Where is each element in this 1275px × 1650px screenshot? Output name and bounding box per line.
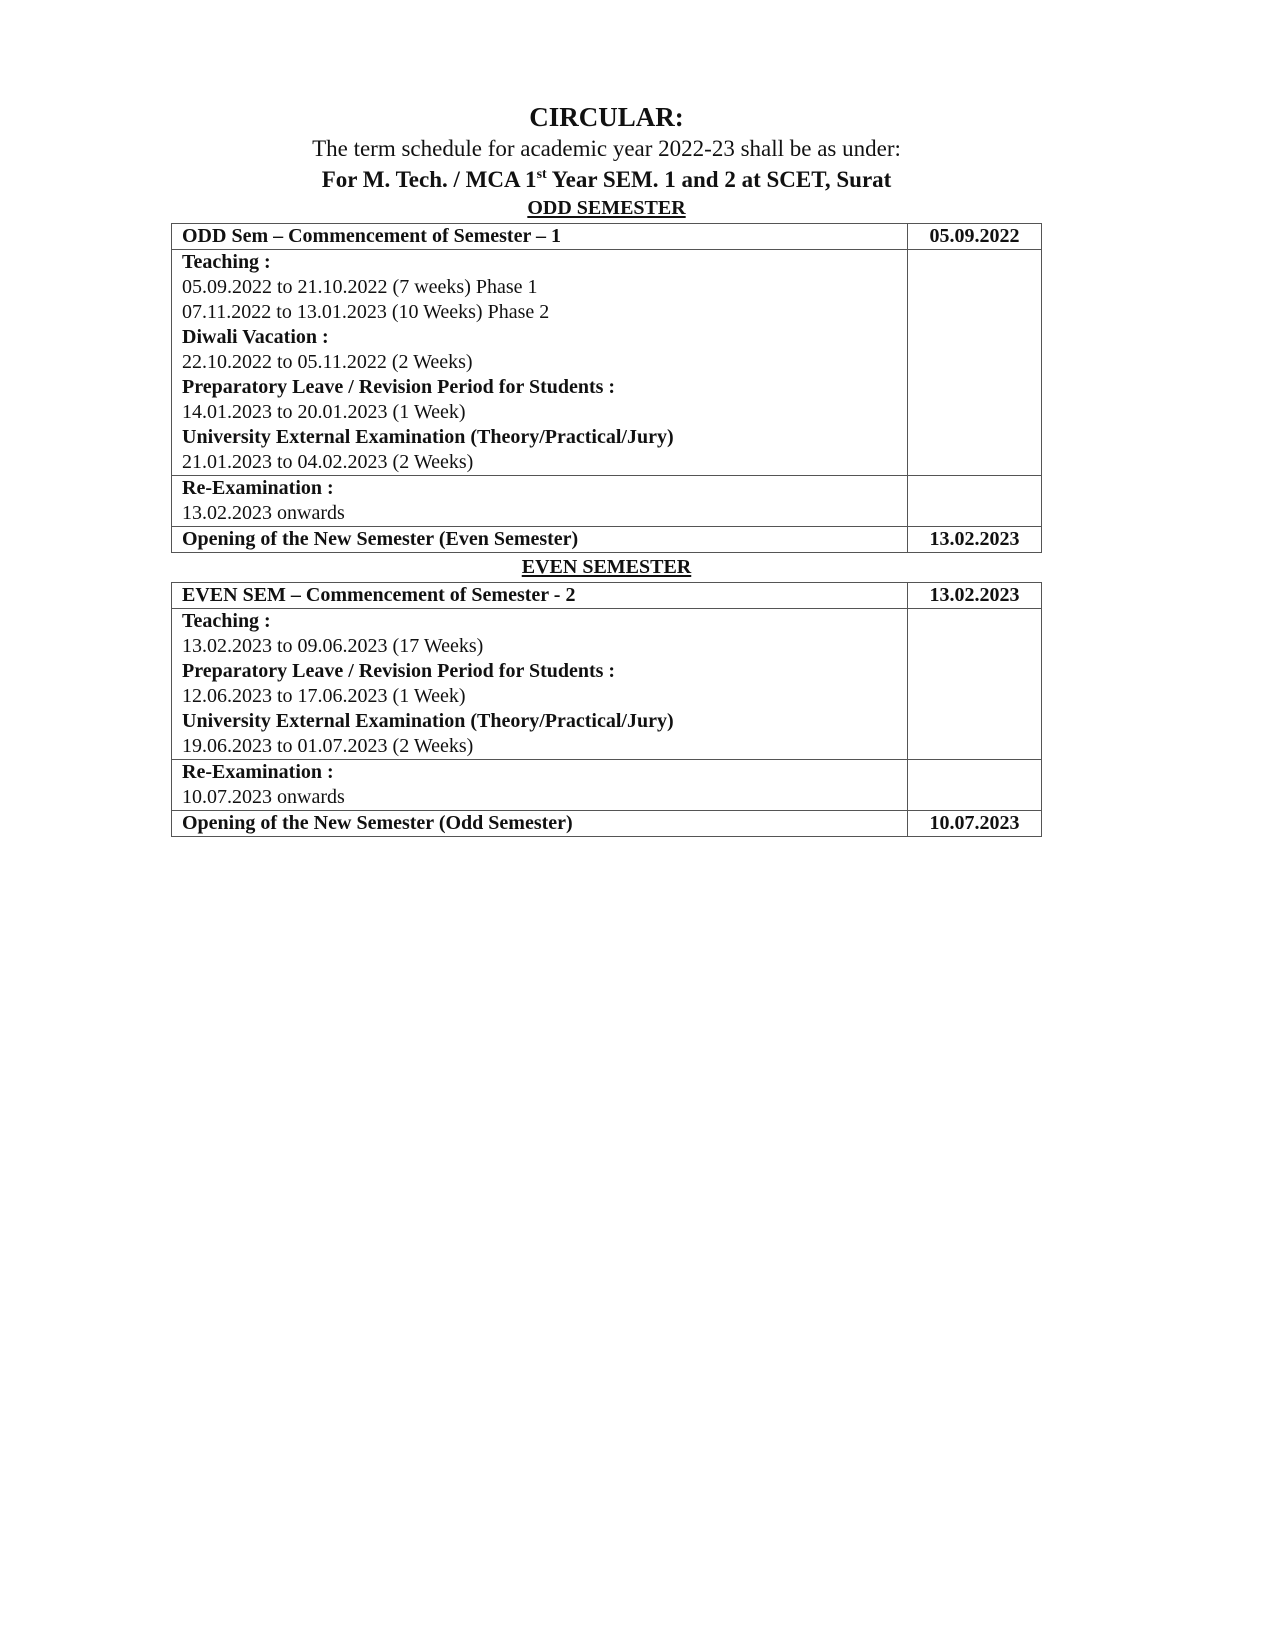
even-commencement-date: 13.02.2023 (908, 583, 1042, 609)
odd-detail-line: University External Examination (Theory/Practical/Jury) (182, 426, 674, 448)
odd-detail-line: 07.11.2022 to 13.01.2023 (10 Weeks) Phase 2 (182, 301, 550, 323)
odd-detail-line: 14.01.2023 to 20.01.2023 (1 Week) (182, 401, 466, 423)
odd-detail-line: 21.01.2023 to 04.02.2023 (2 Weeks) (182, 451, 474, 473)
even-semester-heading-text: EVEN SEMESTER (521, 556, 692, 578)
odd-details-row (172, 250, 1042, 476)
program-heading (0, 166, 1213, 194)
program-prefix: For M. Tech. / MCA 1 (321, 167, 537, 192)
odd-details-date-empty (908, 250, 1042, 476)
odd-semester-heading-text: ODD SEMESTER (527, 197, 686, 219)
even-details-row (172, 609, 1042, 760)
odd-detail-line: Preparatory Leave / Revision Period for Students : (182, 376, 616, 398)
program-ordinal: st (536, 167, 547, 182)
odd-reexam-date-empty (908, 476, 1042, 527)
circular-subtitle: The term schedule for academic year 2022-23 shall be as under: (312, 136, 901, 161)
even-reexam-date-empty (908, 760, 1042, 811)
odd-detail-line: 05.09.2022 to 21.10.2022 (7 weeks) Phase 1 (182, 276, 538, 298)
odd-reexam-value: 13.02.2023 onwards (182, 502, 345, 524)
even-opening-label: Opening of the New Semester (Odd Semester) (172, 811, 908, 837)
odd-commencement-label: ODD Sem – Commencement of Semester – 1 (172, 224, 908, 250)
odd-reexam-row (172, 476, 1042, 527)
even-details-date-empty (908, 609, 1042, 760)
even-reexam-row (172, 760, 1042, 811)
even-reexam-cell (172, 760, 908, 811)
even-semester-heading (0, 556, 1213, 578)
program-suffix: Year SEM. 1 and 2 at SCET, Surat (546, 167, 892, 192)
odd-detail-line: Diwali Vacation : (182, 326, 329, 348)
odd-semester-table (171, 223, 1042, 553)
odd-details-cell (172, 250, 908, 476)
even-detail-line: Preparatory Leave / Revision Period for Students : (182, 660, 616, 682)
even-semester-table (171, 582, 1042, 837)
even-commencement-label: EVEN SEM – Commencement of Semester - 2 (172, 583, 908, 609)
even-reexam-value: 10.07.2023 onwards (182, 786, 345, 808)
even-commencement-row (172, 583, 1042, 609)
odd-commencement-row (172, 224, 1042, 250)
odd-detail-line: 22.10.2022 to 05.11.2022 (2 Weeks) (182, 351, 473, 373)
even-opening-row (172, 811, 1042, 837)
even-detail-line: 12.06.2023 to 17.06.2023 (1 Week) (182, 685, 466, 707)
even-detail-line: 19.06.2023 to 01.07.2023 (2 Weeks) (182, 735, 474, 757)
odd-opening-date: 13.02.2023 (908, 527, 1042, 553)
odd-reexam-cell (172, 476, 908, 527)
odd-reexam-label: Re-Examination : (182, 477, 334, 499)
odd-commencement-date: 05.09.2022 (908, 224, 1042, 250)
odd-semester-heading (0, 197, 1213, 219)
odd-detail-line: Teaching : (182, 251, 271, 273)
odd-opening-label: Opening of the New Semester (Even Semester) (172, 527, 908, 553)
even-detail-line: Teaching : (182, 610, 271, 632)
even-opening-date: 10.07.2023 (908, 811, 1042, 837)
even-reexam-label: Re-Examination : (182, 761, 334, 783)
odd-opening-row (172, 527, 1042, 553)
even-detail-line: 13.02.2023 to 09.06.2023 (17 Weeks) (182, 635, 484, 657)
even-detail-line: University External Examination (Theory/Practical/Jury) (182, 710, 674, 732)
even-details-cell (172, 609, 908, 760)
circular-title: CIRCULAR: (529, 102, 684, 132)
